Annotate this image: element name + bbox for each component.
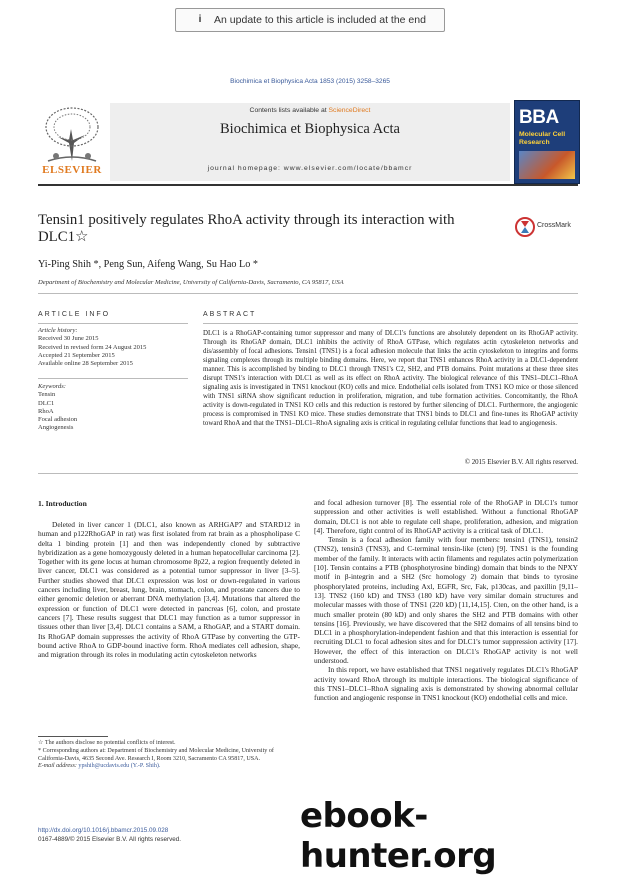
contents-line: Contents lists available at ScienceDirect	[249, 107, 371, 114]
paragraph: In this report, we have established that TNS1 negatively regulates DLC1's RhoGAP activity toward RhoA through its multiple interactions. The biological significance of this TNS1–DLC1–RhoA signaling axis is demonstrated by showing abnormal cellular function and angiogenic response in TNS1 knockout (KO) endothelial cells and mice.	[314, 665, 578, 703]
cover-title: BBA	[519, 107, 559, 128]
cover-image	[519, 151, 575, 179]
crossmark-badge[interactable]	[515, 217, 580, 237]
crossmark-label: CrossMark	[537, 222, 571, 229]
affiliation: Department of Biochemistry and Molecular Medicine, University of California-Davis, Sacramento, CA 95817, USA	[38, 279, 344, 286]
abstract-heading: ABSTRACT	[203, 311, 257, 318]
keywords	[38, 383, 188, 433]
email-label: E-mail address:	[38, 763, 77, 770]
abstract-copyright: © 2015 Elsevier B.V. All rights reserved.	[464, 459, 578, 466]
footnote-divider	[38, 736, 108, 737]
keyword: Focal adhesion	[38, 416, 78, 424]
footnote-corresponding: * Corresponding authors at: Department of Biochemistry and Molecular Medicine, University of California-Davis, 4635 Second Ave. Research I, Room 3210, Sacramento CA 95817, USA.	[38, 747, 274, 762]
paragraph: Tensin is a focal adhesion family with four members: tensin1 (TNS1), tensin2 (TNS2), tensin3 (TNS3), and C-terminal tensin-like (cten) [9]. TNS1 is the founding member of the family. It interacts with actin filaments and regulates actin polymerization [10]. Tensin contains a PTB (phosphotyrosine binding) domain that binds to the NPXY motif in β-integrin and a SH2 (Src homology 2) domain that binds to tyrosine phosphorylated proteins, including Axl, EGFR, Src, Fak, p130cas, and paxillin [9,11–13]. TNS2 (160 kD) and TNS3 (180 kD) have very similar domain structures and molecular masses with those of TNS1 (220 kD) [11,14,15]. Cten, on the other hand, is a much smaller protein (80 kD) and only shares the SH2 and PTB domains with other tensins [16]. Previously, we have discovered that the SH2 domains of all tensins bind to DLC1 in a phosphorylation-independent fashion and that this interaction is essential for recruiting DLC1 to focal adhesion sites and for DLC1's tumor suppression activity [17]. However, the effect of this interaction on DLC1's RhoGAP activity is not well understood.	[314, 535, 578, 666]
header-divider	[38, 184, 578, 186]
body-column-left	[38, 520, 300, 659]
crossmark-icon	[515, 217, 535, 237]
doi-link[interactable]: http://dx.doi.org/10.1016/j.bbamcr.2015.09.028	[38, 827, 169, 834]
history-revised: Received in revised form 24 August 2015	[38, 343, 147, 351]
journal-homepage[interactable]: journal homepage: www.elsevier.com/locate/bbamcr	[207, 165, 413, 172]
journal-title: Biochimica et Biophysica Acta	[220, 121, 400, 137]
issn-line: 0167-4889/© 2015 Elsevier B.V. All rights reserved.	[38, 836, 182, 843]
watermark-text: ebook-hunter.org	[300, 796, 497, 876]
body-column-right	[314, 498, 578, 703]
keyword: Tensin	[38, 391, 56, 399]
history-received: Received 30 June 2015	[38, 335, 99, 343]
footnotes	[38, 740, 300, 771]
paragraph: and focal adhesion turnover [8]. The essential role of the RhoGAP in DLC1's tumor suppression and other activities is well established. Without a functional RhoGAP domain, DLC1 is not able to regulate cell shape, proliferation, adhesion, and migration [4]. Therefore, tight control of its RhoGAP activity is a critical task of DLC1.	[314, 498, 578, 535]
author-list[interactable]: Yi-Ping Shih *, Peng Sun, Aifeng Wang, Su Hao Lo *	[38, 259, 259, 270]
divider	[38, 293, 578, 294]
info-icon: i	[198, 14, 202, 25]
divider	[38, 323, 188, 324]
divider	[38, 378, 188, 379]
journal-citation[interactable]: Biochimica et Biophysica Acta 1853 (2015) 3258–3265	[230, 78, 390, 85]
article-title: Tensin1 positively regulates RhoA activity through its interaction with DLC1☆	[38, 212, 455, 245]
keyword: RhoA	[38, 407, 54, 415]
elsevier-wordmark: ELSEVIER	[42, 164, 102, 176]
keyword: Angiogenesis	[38, 424, 74, 432]
keyword: DLC1	[38, 399, 55, 407]
history-online: Available online 28 September 2015	[38, 360, 133, 368]
sciencedirect-link[interactable]: ScienceDirect	[328, 107, 371, 114]
update-banner[interactable]	[175, 8, 445, 32]
section-heading-introduction: 1. Introduction	[38, 499, 87, 508]
author-email-link[interactable]: ypshih@ucdavis.edu (Y.-P. Shih).	[78, 763, 161, 770]
abstract-text: DLC1 is a RhoGAP-containing tumor suppressor and many of DLC1's functions are absolutely dependent on its RhoGAP activity. Through its RhoGAP domain, DLC1 inhibits the activity of RhoA GTPase, which regulates actin cytoskeleton networks and dis/assembly of focal adhesions. Tensin1 (TNS1) is a focal adhesion molecule that links the actin cytoskeleton to integrins and forms signaling complexes through its multiple binding domains. Here, we report that TNS1 enhances RhoA activity in a DLC1-dependent manner. This is accomplished by binding to DLC1 through TNS1's C2, SH2, and PTB domains. Point mutations at these three sites disrupt TNS1's interaction with DLC1 as well as its effect on RhoA activity. The biological relevance of this TNS1–DLC1–RhoA signaling axis is investigated in TNS1 knockout (KO) cells and mice. Endothelial cells isolated from TNS1 KO mice or those silenced with TNS1 siRNA show significant reduction in proliferation, migration, and tube formation activities. Concomitantly, the RhoA activity is down-regulated in TNS1 KO cells and this reduction is restored by further silencing of DLC1. Furthermore, the angiogenic process is compromised in TNS1 KO mice. These studies demonstrate that TNS1 binds to DLC1 and fine-tunes its RhoGAP activity toward RhoA and that the TNS1–DLC1–RhoA signaling axis is critical in regulating cellular functions that lead to angiogenesis.	[203, 330, 578, 427]
paragraph: Deleted in liver cancer 1 (DLC1, also known as ARHGAP7 and STARD12 in human and p122RhoGAP in rat) was first isolated from rat brain as a phospholipase C delta 1 binding protein [1] and then was independently cloned by subtractive hybridization as a gene homozygously deleted in a human hepatocellular carcinoma [2]. Together with its gene locus at human chromosome 8p22, a region frequently deleted in liver cancer, DLC1 was considered as a potential tumor suppressor in liver [3–5]. Further studies showed that DLC1 expression was lost or down-regulated in various cancers including liver, breast, lung, brain, stomach, colon, and prostate cancers due to either genomic deletion or aberrant DNA methylation [3,4]. Mutations that altered the expression or function of DLC1 were detected in pancreas [6], colon, and prostate cancers [7]. These results suggest that DLC1 may function as a tumor suppressor in tissues other than liver [3,4]. DLC1 contains a SAM, a RhoGAP, and a START domain. Its RhoGAP domain suppresses the activity of RhoA GTPase by converting the GTP-bound active RhoA to GDP-bound inactive form. RhoA mediates cell adhesion, shape, and migration through its roles in modulating actin cytoskeleton networks	[38, 520, 300, 660]
update-banner-text: An update to this article is included at the end	[214, 14, 426, 26]
footnote-conflict: ☆ The authors disclose no potential conflicts of interest.	[38, 740, 176, 746]
article-info-heading: ARTICLE INFO	[38, 311, 111, 318]
journal-cover	[514, 100, 580, 184]
history-accepted: Accepted 21 September 2015	[38, 351, 115, 359]
divider	[38, 473, 578, 474]
keywords-label: Keywords:	[38, 383, 66, 390]
divider	[203, 323, 578, 324]
article-history	[38, 327, 188, 368]
history-label: Article history:	[38, 327, 78, 334]
cover-subtitle: Molecular Cell Research	[519, 131, 566, 146]
